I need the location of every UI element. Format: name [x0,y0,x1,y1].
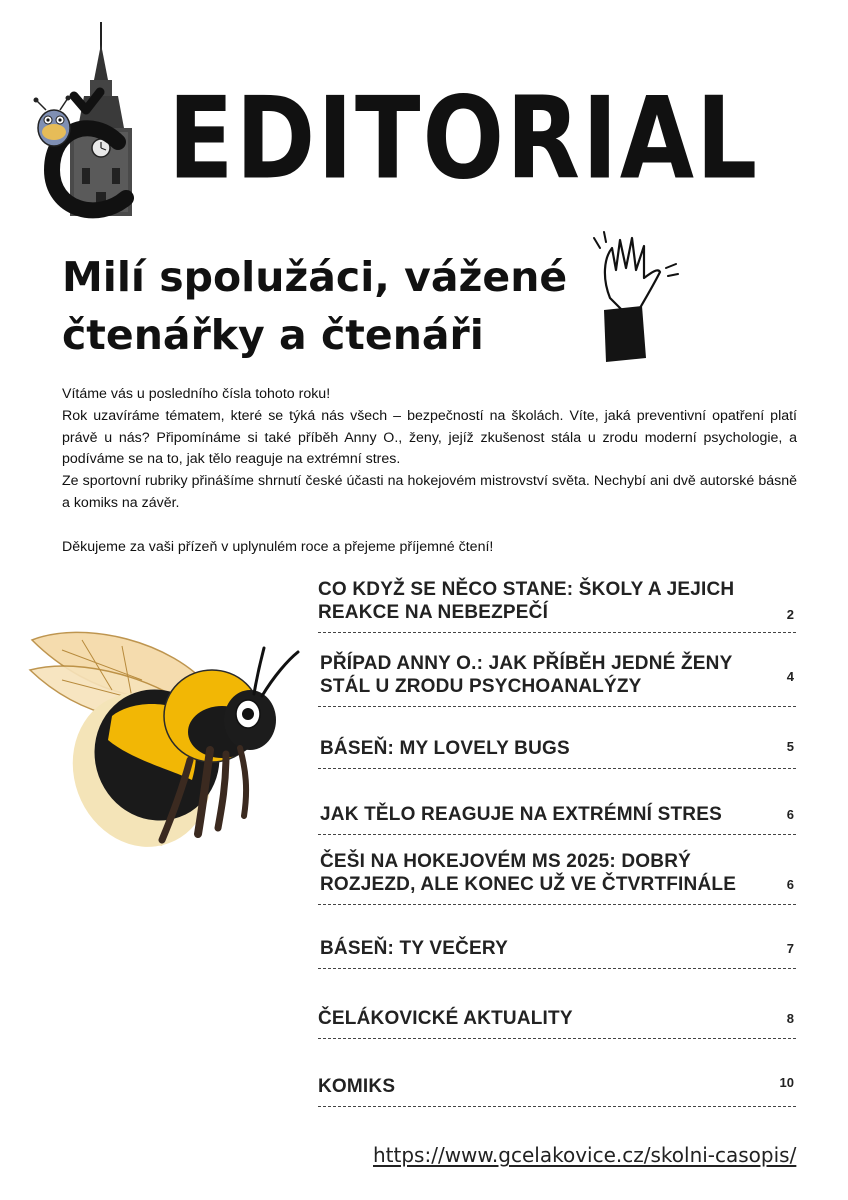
bumblebee-illustration [22,620,302,870]
intro-paragraph: Rok uzavíráme tématem, které se týká nás všech – bezpečností na školách. Víte, jaká preventivní opatření platí právě u nás? Připomínáme si také příběh Anny O., ženy, jejíž zkušenost stála u zrodu moderní psychologie, a podíváme se na to, jak tělo reaguje na extrémní stres. [62,407,797,468]
waving-hand-illustration [592,228,682,363]
toc-page-number: 8 [786,1011,794,1026]
toc-page-number: 5 [786,739,794,754]
toc-entry[interactable] [318,992,796,1039]
toc-page-number: 6 [786,807,794,822]
toc-entry[interactable] [318,848,796,905]
magazine-website-link[interactable]: https://www.gcelakovice.cz/skolni-casopis/ [373,1143,797,1167]
toc-entry-title: REAKCE NA NEBEZPEČÍ [318,602,549,623]
toc-entry-title: JAK TĚLO REAGUJE NA EXTRÉMNÍ STRES [320,804,722,825]
intro-paragraph: Ze sportovní rubriky přinášíme shrnutí české účasti na hokejovém mistrovství světa. Nechybí ani dvě autorské básně a komiks na závěr. [62,473,797,511]
toc-page-number: 2 [786,607,794,622]
toc-entry-title: CO KDYŽ SE NĚCO STANE: ŠKOLY A JEJICH [318,579,735,600]
toc-page-number: 6 [786,877,794,892]
toc-page-number: 7 [786,941,794,956]
intro-paragraph: Vítáme vás u posledního čísla tohoto roku! [62,386,331,402]
toc-entry-title: PŘÍPAD ANNY O.: JAK PŘÍBĚH JEDNÉ ŽENY [320,653,733,674]
toc-entry-title: ROZJEZD, ALE KONEC UŽ VE ČTVRTFINÁLE [320,874,737,895]
toc-entry-title: ČELÁKOVICKÉ AKTUALITY [318,1008,573,1029]
toc-entry[interactable] [318,648,796,707]
toc-entry[interactable] [318,788,796,835]
toc-entry[interactable] [318,922,796,969]
toc-entry-title: STÁL U ZRODU PSYCHOANALÝZY [320,676,642,697]
toc-entry-title: KOMIKS [318,1076,396,1097]
editorial-title: EDITORIAL [168,72,760,205]
toc-entry-title: ČEŠI NA HOKEJOVÉM MS 2025: DOBRÝ [320,851,691,872]
greeting-headline [62,248,602,364]
toc-entry-title: BÁSEŇ: TY VEČERY [320,938,508,959]
masthead [0,0,848,230]
toc-entry[interactable] [318,722,796,769]
toc-page-number: 4 [786,669,794,684]
toc-entry[interactable] [318,1060,796,1107]
headline-line-2: čtenářky a čtenáři [62,311,484,359]
toc-entry-title: BÁSEŇ: MY LOVELY BUGS [320,738,570,759]
toc-page-number: 10 [779,1075,794,1090]
intro-paragraph: Děkujeme za vaši přízeň v uplynulém roce a přejeme příjemné čtení! [62,538,494,555]
intro-text [62,384,797,558]
headline-line-1: Milí spolužáci, vážené [62,253,568,301]
toc-entry[interactable] [318,572,796,633]
church-tower-illustration [0,0,180,230]
